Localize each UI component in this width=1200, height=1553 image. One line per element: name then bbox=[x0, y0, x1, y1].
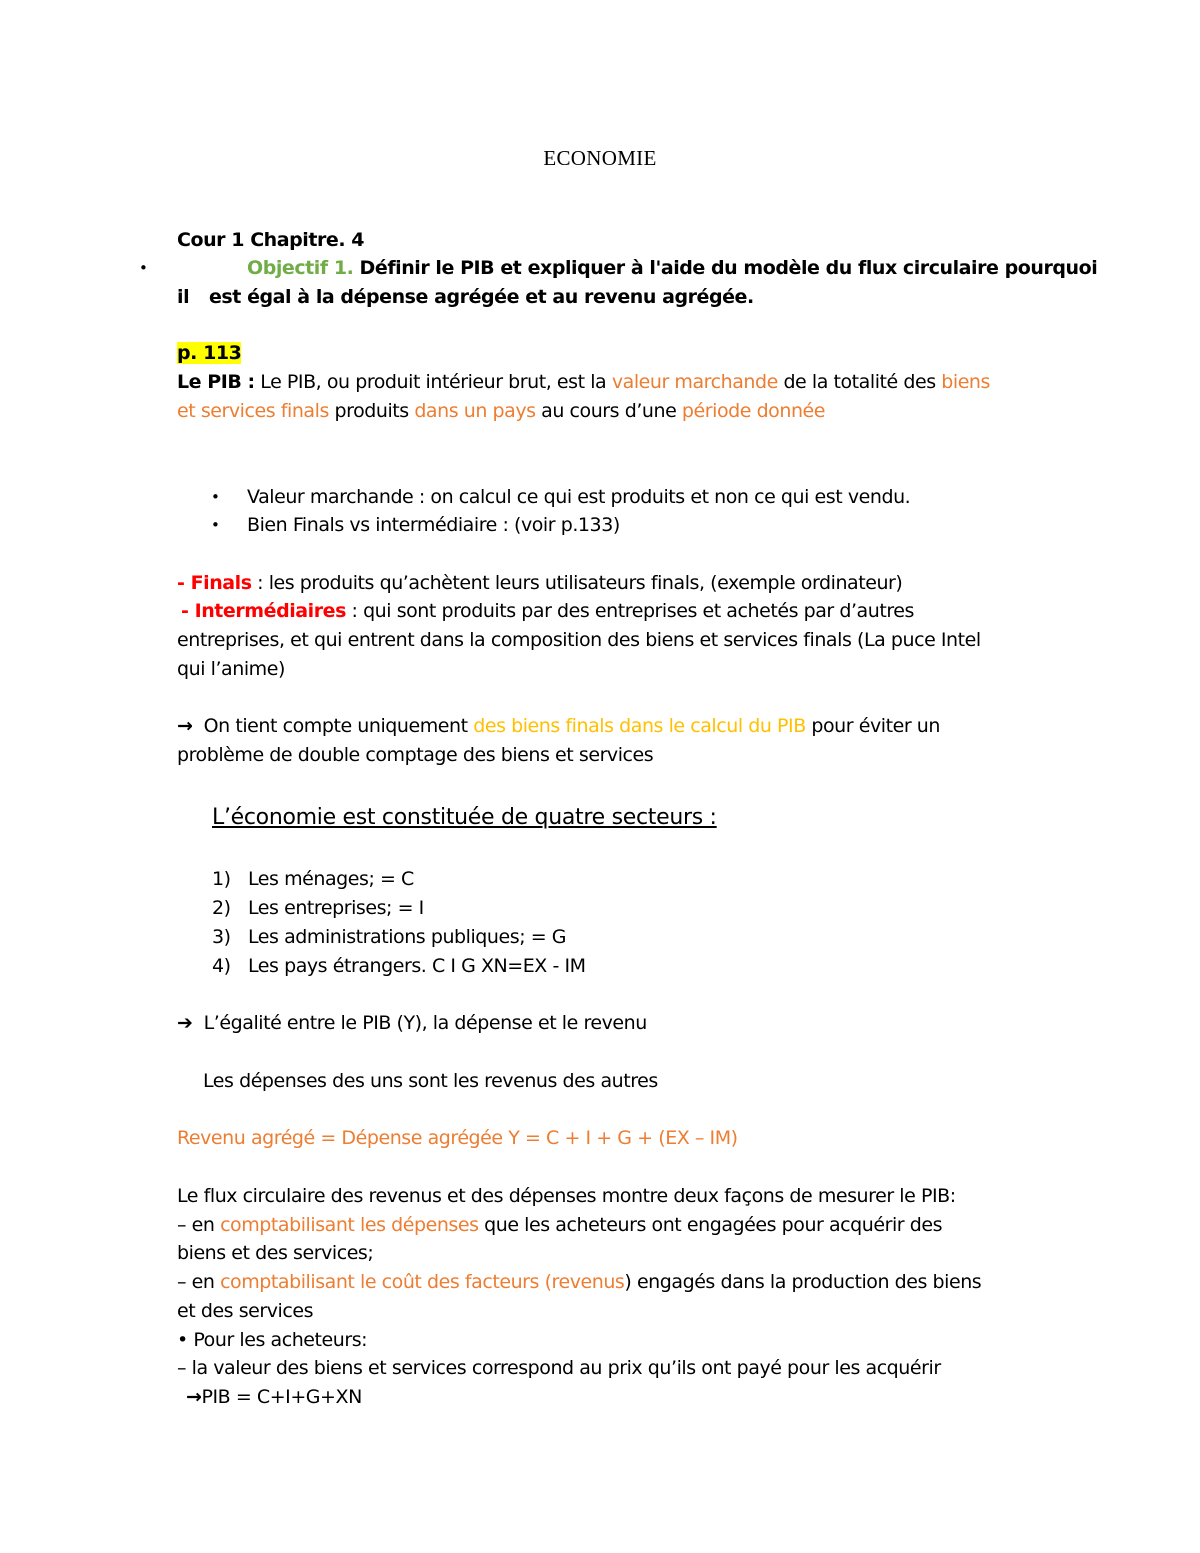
bold-arrow-right-icon: ➔ bbox=[177, 1012, 193, 1034]
sector-item-2 bbox=[212, 896, 424, 920]
flux-line-2 bbox=[177, 1213, 942, 1237]
arrow-right-icon: → bbox=[186, 1386, 202, 1408]
bullet-dot-icon: • bbox=[139, 259, 148, 277]
flux-line-8 bbox=[186, 1385, 362, 1409]
spending-line: Les dépenses des uns sont les revenus des autres bbox=[203, 1070, 658, 1092]
flux-text: – en bbox=[177, 1271, 221, 1293]
pib-formula: PIB = C+I+G+XN bbox=[201, 1386, 362, 1408]
flux-text: ) engagés dans la production des biens bbox=[624, 1271, 982, 1293]
formula-line: Revenu agrégé = Dépense agrégée Y = C + I + G + (EX – IM) bbox=[177, 1127, 738, 1149]
page-reference-highlight: p. 113 bbox=[177, 342, 242, 364]
keyword-cout-facteurs: comptabilisant le coût des facteurs (revenus bbox=[220, 1271, 625, 1293]
objective-label: Objectif 1. bbox=[247, 257, 354, 279]
sector-item-4 bbox=[212, 954, 586, 978]
flux-line-1: Le flux circulaire des revenus et des dépenses montre deux façons de mesurer le PIB: bbox=[177, 1185, 956, 1207]
sector-item-3 bbox=[212, 925, 566, 949]
item-number: 2) bbox=[212, 897, 231, 919]
definition-text: au cours d’une bbox=[535, 400, 682, 422]
bullet-dot-icon: • bbox=[211, 516, 220, 534]
intermediaires-label: - Intermédiaires bbox=[181, 600, 346, 622]
intermediaires-text: : qui sont produits par des entreprises et achetés par d’autres bbox=[345, 600, 914, 622]
flux-line-4 bbox=[177, 1270, 981, 1294]
item-text: Les entreprises; = I bbox=[248, 897, 424, 919]
list-item: Valeur marchande : on calcul ce qui est produits et non ce qui est vendu. bbox=[247, 486, 911, 508]
note-text: pour éviter un bbox=[805, 715, 940, 737]
item-text: Les ménages; = C bbox=[248, 868, 414, 890]
item-number: 3) bbox=[212, 926, 231, 948]
keyword-periode-donnee: période donnée bbox=[681, 400, 826, 422]
bullet-dot-icon: • bbox=[211, 488, 220, 506]
flux-text: que les acheteurs ont engagées pour acquérir des bbox=[478, 1214, 943, 1236]
definition-text: de la totalité des bbox=[777, 371, 942, 393]
note-line-1 bbox=[177, 714, 940, 738]
note-text: On tient compte uniquement bbox=[203, 715, 474, 737]
objective-line-2a: il bbox=[177, 286, 190, 308]
definition-line-2 bbox=[177, 399, 825, 423]
keyword-biens: biens bbox=[941, 371, 990, 393]
objective-line-2b: est égal à la dépense agrégée et au revenu agrégée. bbox=[209, 286, 754, 308]
definition-line-1 bbox=[177, 370, 990, 394]
objective-text: Définir le PIB et expliquer à l'aide du modèle du flux circulaire pourquoi bbox=[353, 257, 1098, 279]
definition-label: Le PIB : bbox=[177, 371, 255, 393]
note-line-2: problème de double comptage des biens et services bbox=[177, 744, 654, 766]
flux-line-7: – la valeur des biens et services correspond au prix qu’ils ont payé pour les acquérir bbox=[177, 1357, 941, 1379]
keyword-services-finals: et services finals bbox=[177, 400, 329, 422]
sector-item-1 bbox=[212, 867, 414, 891]
list-item: Bien Finals vs intermédiaire : (voir p.133) bbox=[247, 514, 620, 536]
item-number: 1) bbox=[212, 868, 231, 890]
intermediaires-line-2: entreprises, et qui entrent dans la composition des biens et services finals (La puce Intel bbox=[177, 629, 981, 651]
intermediaires-line-3: qui l’anime) bbox=[177, 658, 285, 680]
keyword-dans-un-pays: dans un pays bbox=[414, 400, 536, 422]
flux-line-6: • Pour les acheteurs: bbox=[177, 1329, 368, 1351]
item-text: Les administrations publiques; = G bbox=[248, 926, 567, 948]
equality-text: L’égalité entre le PIB (Y), la dépense et le revenu bbox=[203, 1012, 647, 1034]
page-reference bbox=[177, 341, 241, 365]
item-number: 4) bbox=[212, 955, 231, 977]
flux-line-5: et des services bbox=[177, 1300, 314, 1322]
definition-text: Le PIB, ou produit intérieur brut, est la bbox=[254, 371, 612, 393]
equality-line bbox=[177, 1011, 647, 1035]
flux-text: – en bbox=[177, 1214, 221, 1236]
intermediaires-line bbox=[181, 599, 914, 623]
finals-text: : les produits qu’achètent leurs utilisateurs finals, (exemple ordinateur) bbox=[251, 572, 903, 594]
document-title: ECONOMIE bbox=[543, 146, 657, 170]
course-heading: Cour 1 Chapitre. 4 bbox=[177, 229, 365, 251]
keyword-depenses: comptabilisant les dépenses bbox=[220, 1214, 479, 1236]
finals-label: - Finals bbox=[177, 572, 252, 594]
keyword-valeur-marchande: valeur marchande bbox=[611, 371, 778, 393]
finals-line bbox=[177, 571, 902, 595]
sectors-heading: L’économie est constituée de quatre secteurs : bbox=[212, 805, 717, 830]
item-text: Les pays étrangers. C I G XN=EX - IM bbox=[248, 955, 586, 977]
keyword-biens-finals: des biens finals dans le calcul du PIB bbox=[473, 715, 806, 737]
definition-text: produits bbox=[328, 400, 415, 422]
flux-line-3: biens et des services; bbox=[177, 1242, 374, 1264]
objective-line bbox=[247, 256, 1097, 280]
arrow-right-icon: → bbox=[177, 715, 193, 737]
